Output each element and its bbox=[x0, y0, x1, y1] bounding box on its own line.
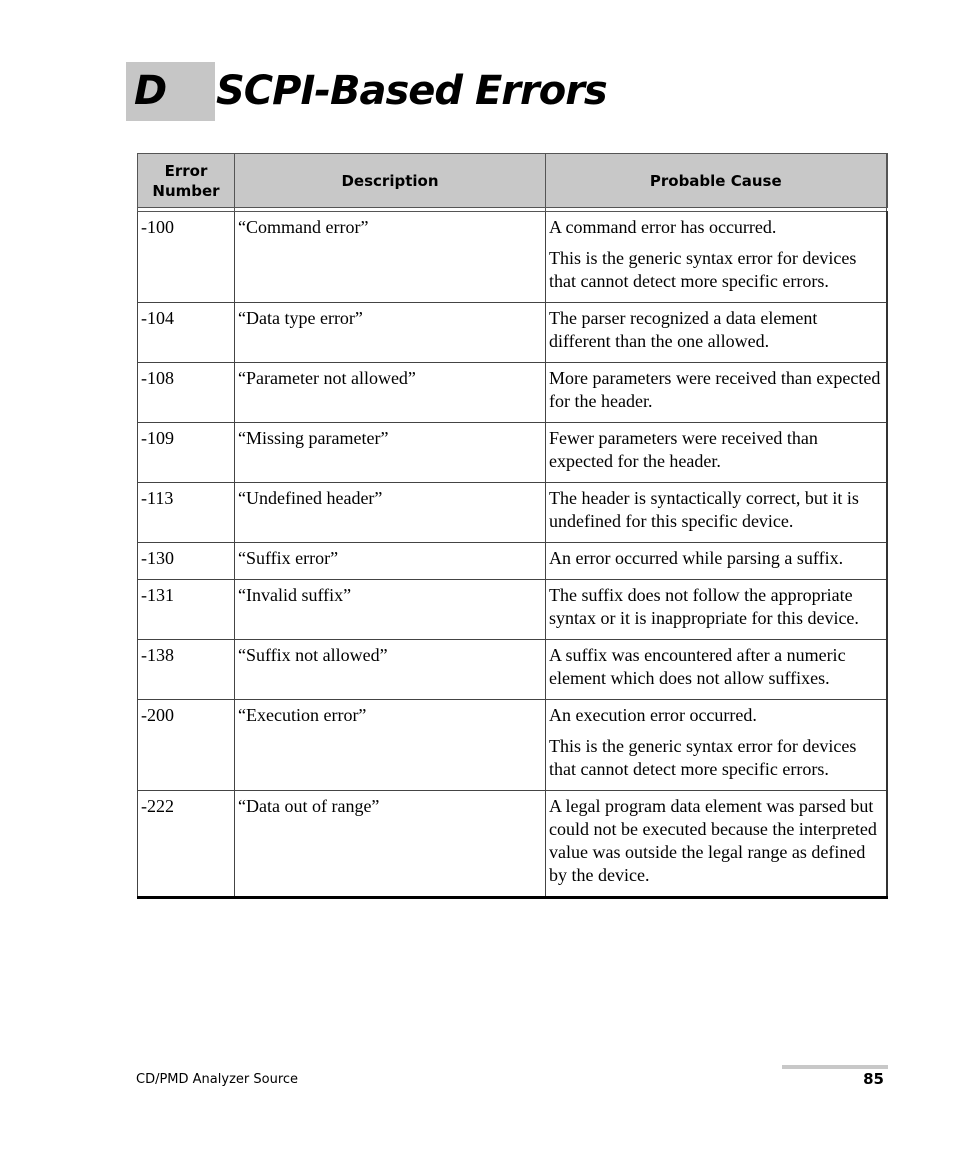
probable-cause-detail: This is the generic syntax error for devices that cannot detect more specific errors. bbox=[549, 248, 857, 291]
error-number-cell: -130 bbox=[138, 543, 235, 580]
description-cell: “Missing parameter” bbox=[235, 423, 546, 483]
description-cell: “Execution error” bbox=[235, 700, 546, 791]
probable-cause-cell bbox=[546, 363, 887, 423]
table-row bbox=[138, 483, 887, 543]
error-number-cell: -200 bbox=[138, 700, 235, 791]
probable-cause-cell bbox=[546, 483, 887, 543]
table-row bbox=[138, 640, 887, 700]
table-row bbox=[138, 303, 887, 363]
description-cell: “Data type error” bbox=[235, 303, 546, 363]
error-number-cell: -131 bbox=[138, 580, 235, 640]
error-number-cell: -222 bbox=[138, 791, 235, 898]
table-row bbox=[138, 700, 887, 791]
probable-cause-text: The header is syntactically correct, but it is undefined for this specific device. bbox=[549, 488, 859, 531]
probable-cause-text: A legal program data element was parsed but could not be executed because the interpreted value was outside the legal range as defined by the device. bbox=[549, 796, 877, 885]
description-cell: “Command error” bbox=[235, 212, 546, 303]
probable-cause-cell bbox=[546, 640, 887, 700]
errors-table-container bbox=[137, 153, 886, 899]
table-row bbox=[138, 543, 887, 580]
description-cell: “Suffix error” bbox=[235, 543, 546, 580]
table-row bbox=[138, 580, 887, 640]
description-cell: “Invalid suffix” bbox=[235, 580, 546, 640]
footer-document-name: CD/PMD Analyzer Source bbox=[136, 1072, 299, 1087]
probable-cause-cell bbox=[546, 580, 887, 640]
error-number-cell: -100 bbox=[138, 212, 235, 303]
error-number-cell: -108 bbox=[138, 363, 235, 423]
probable-cause-text: An error occurred while parsing a suffix. bbox=[549, 548, 844, 568]
page-number: 85 bbox=[863, 1070, 884, 1088]
probable-cause-text: The suffix does not follow the appropriate syntax or it is inappropriate for this device. bbox=[549, 585, 859, 628]
header-error-number: Error Number bbox=[138, 154, 235, 208]
error-number-cell: -113 bbox=[138, 483, 235, 543]
description-cell: “Parameter not allowed” bbox=[235, 363, 546, 423]
error-number-cell: -109 bbox=[138, 423, 235, 483]
probable-cause-text: The parser recognized a data element different than the one allowed. bbox=[549, 308, 818, 351]
description-cell: “Suffix not allowed” bbox=[235, 640, 546, 700]
table-row bbox=[138, 363, 887, 423]
table-row bbox=[138, 423, 887, 483]
page-title: SCPI-Based Errors bbox=[216, 68, 607, 114]
probable-cause-cell bbox=[546, 791, 887, 898]
table-body bbox=[138, 208, 887, 898]
table-row bbox=[138, 212, 887, 303]
table-row bbox=[138, 791, 887, 898]
header-probable-cause: Probable Cause bbox=[546, 154, 887, 208]
probable-cause-text: Fewer parameters were received than expected for the header. bbox=[549, 428, 818, 471]
probable-cause-text: A command error has occurred. bbox=[549, 217, 777, 237]
chapter-letter: D bbox=[134, 68, 168, 114]
table-header-row bbox=[138, 154, 887, 208]
errors-table bbox=[137, 153, 888, 899]
probable-cause-text: A suffix was encountered after a numeric element which does not allow suffixes. bbox=[549, 645, 846, 688]
error-number-cell: -104 bbox=[138, 303, 235, 363]
probable-cause-cell bbox=[546, 423, 887, 483]
footer-rule bbox=[782, 1065, 888, 1069]
header-description: Description bbox=[235, 154, 546, 208]
description-cell: “Data out of range” bbox=[235, 791, 546, 898]
probable-cause-cell bbox=[546, 212, 887, 303]
probable-cause-detail: This is the generic syntax error for devices that cannot detect more specific errors. bbox=[549, 736, 857, 779]
description-cell: “Undefined header” bbox=[235, 483, 546, 543]
probable-cause-cell bbox=[546, 700, 887, 791]
probable-cause-cell bbox=[546, 303, 887, 363]
probable-cause-text: An execution error occurred. bbox=[549, 705, 757, 725]
error-number-cell: -138 bbox=[138, 640, 235, 700]
probable-cause-text: More parameters were received than expected for the header. bbox=[549, 368, 881, 411]
probable-cause-cell bbox=[546, 543, 887, 580]
